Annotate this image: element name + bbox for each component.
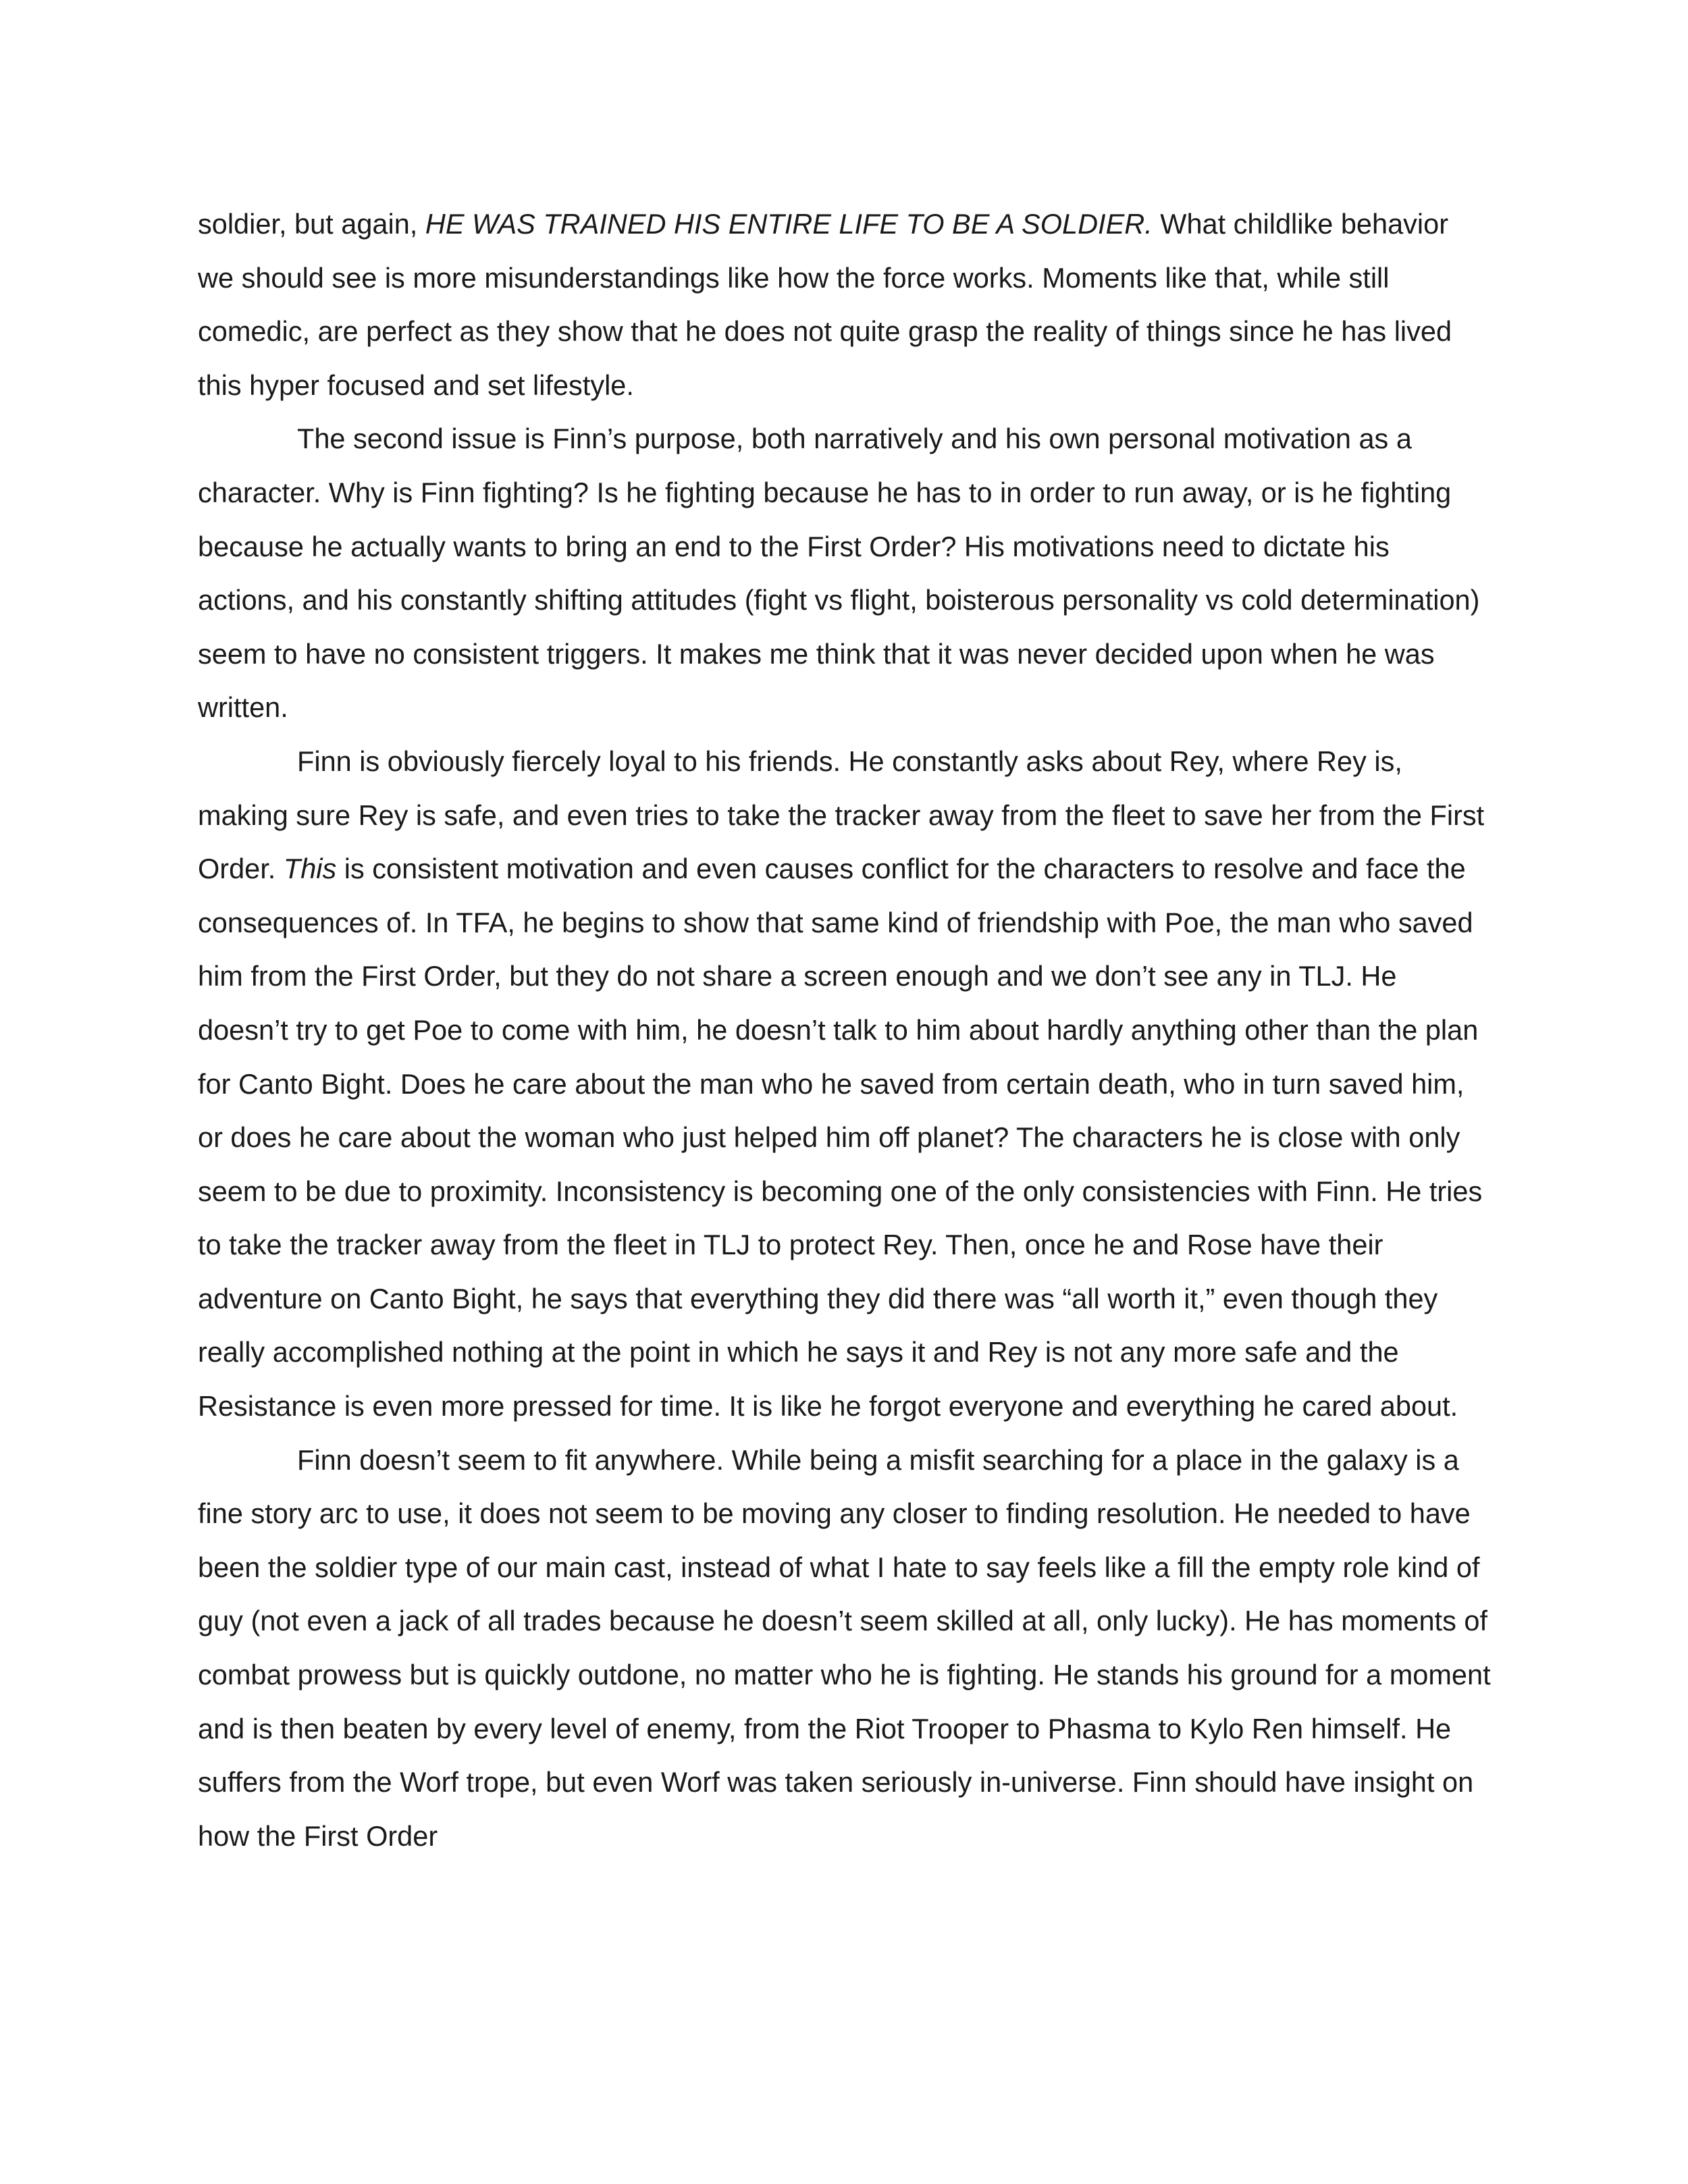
text-segment: Finn doesn’t seem to fit anywhere. While being a misfit searching for a place in the galaxy is a fine story arc to use, it does not seem to be moving any closer to finding resolution. He needed to have been the soldier type of our main cast, instead of what I hate to say feels like a fill the empty role kind of guy (not even a jack of all trades because he doesn’t seem skilled at all, only lucky). He has moments of combat prowess but is quickly outdone, no matter who he is fighting. He stands his ground for a moment and is then beaten by every level of enemy, from the Riot Trooper to Phasma to Kylo Ren himself. He suffers from the Worf trope, but even Worf was taken seriously in-universe. Finn should have insight on how the First Order <box>198 1443 1491 1852</box>
document-body <box>198 197 1491 1863</box>
text-segment-italic: HE WAS TRAINED HIS ENTIRE LIFE TO BE A SOLDIER. <box>425 208 1153 240</box>
text-segment: What childlike behavior we should see is more misunderstandings like how the force works. Moments like that, while still comedic, are perfect as they show that he does not quite grasp the reality of things since he has lived this hyper focused and set lifestyle. <box>198 208 1452 401</box>
paragraph-4 <box>198 1433 1491 1863</box>
text-segment-italic: This <box>283 853 337 885</box>
text-segment: The second issue is Finn’s purpose, both narratively and his own personal motivation as a character. Why is Finn fighting? Is he fighting because he has to in order to run away, or is he fighting because he actually wants to bring an end to the First Order? His motivations need to dictate his actions, and his constantly shifting attitudes (fight vs flight, boisterous personality vs cold determination) seem to have no consistent triggers. It makes me think that it was never decided upon when he was written. <box>198 423 1480 724</box>
paragraph-2 <box>198 412 1491 735</box>
paragraph-1 <box>198 197 1491 412</box>
text-segment: soldier, but again, <box>198 208 425 240</box>
text-segment: Finn is obviously fiercely loyal to his friends. He constantly asks about Rey, where Rey is, making sure Rey is safe, and even tries to take the tracker away from the fleet to save her from the First Order. <box>198 745 1485 885</box>
text-segment: is consistent motivation and even causes conflict for the characters to resolve and face the consequences of. In TFA, he begins to show that same kind of friendship with Poe, the man who saved him from the First Order, but they do not share a screen enough and we don’t see any in TLJ. He doesn’t try to get Poe to come with him, he doesn’t talk to him about hardly anything other than the plan for Canto Bight. Does he care about the man who he saved from certain death, who in turn saved him, or does he care about the woman who just helped him off planet? The characters he is close with only seem to be due to proximity. Inconsistency is becoming one of the only consistencies with Finn. He tries to take the tracker away from the fleet in TLJ to protect Rey. Then, once he and Rose have their adventure on Canto Bight, he says that everything they did there was “all worth it,” even though they really accomplished nothing at the point in which he says it and Rey is not any more safe and the Resistance is even more pressed for time. It is like he forgot everyone and everything he cared about. <box>198 853 1483 1422</box>
paragraph-3 <box>198 735 1491 1433</box>
